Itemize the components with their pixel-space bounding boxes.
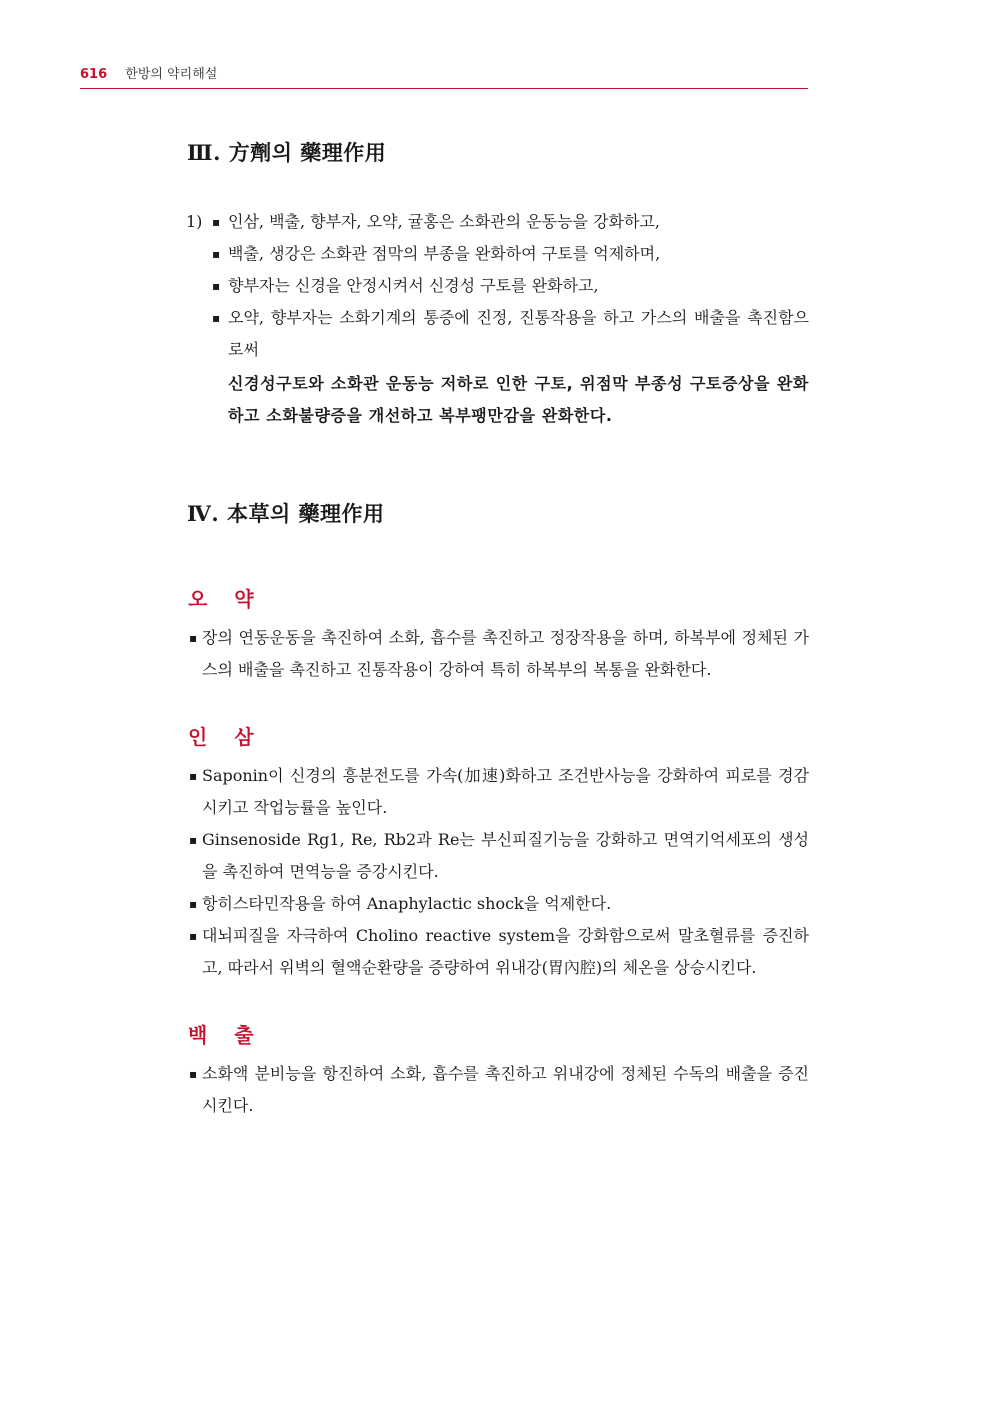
section-3-title: Ⅲ. 方劑의 藥理作用 (187, 140, 387, 165)
page-content (186, 135, 809, 1122)
running-header (80, 64, 808, 89)
herb-list-oyak (186, 622, 809, 686)
list-item: ▪ 향부자는 신경을 안정시켜서 신경성 구토를 완화하고, (186, 270, 809, 302)
herb-title-oyak: 오 약 (188, 587, 264, 611)
list-item: ▪ 대뇌피질을 자극하여 Cholino reactive system을 강화함으로써 말초혈류를 증진하고, 따라서 위벽의 혈액순환량을 증량하여 위내강(胃內腔)의 체온을 상승시킨다. (186, 920, 809, 984)
list-item: ▪ 오약, 향부자는 소화기계의 통증에 진정, 진통작용을 하고 가스의 배출을 촉진함으로써 (186, 302, 809, 366)
section-3-list (186, 206, 809, 432)
list-item: ▪ Ginsenoside Rg1, Re, Rb2과 Re는 부신피질기능을 강화하고 면역기억세포의 생성을 촉진하여 면역능을 증강시킨다. (186, 824, 809, 888)
list-item: ▪ 장의 연동운동을 촉진하여 소화, 흡수를 촉진하고 정장작용을 하며, 하복부에 정체된 가스의 배출을 촉진하고 진통작용이 강하여 특히 하복부의 복통을 완화한다. (186, 622, 809, 686)
herb-list-insam (186, 760, 809, 984)
list-item: ▪ 소화액 분비능을 항진하여 소화, 흡수를 촉진하고 위내강에 정체된 수독의 배출을 증진시킨다. (186, 1058, 809, 1122)
list-item: ▪ 항히스타민작용을 하여 Anaphylactic shock을 억제한다. (186, 888, 809, 920)
list-item: ▪ 인삼, 백출, 향부자, 오약, 귤홍은 소화관의 운동능을 강화하고, (186, 206, 809, 238)
book-title: 한방의 약리해설 (125, 67, 218, 82)
herb-title-baekchul: 백 출 (188, 1023, 264, 1047)
list-number: 1) (186, 212, 203, 231)
section-4-title: Ⅳ. 本草의 藥理作用 (187, 501, 385, 526)
page-number: 616 (80, 67, 108, 82)
list-item: ▪ Saponin이 신경의 흥분전도를 가속(加速)화하고 조건반사능을 강화하여 피로를 경감시키고 작업능률을 높인다. (186, 760, 809, 824)
herb-list-baekchul (186, 1058, 809, 1122)
list-item: ▪ 백출, 생강은 소화관 점막의 부종을 완화하여 구토를 억제하며, (186, 238, 809, 270)
summary-text: 신경성구토와 소화관 운동능 저하로 인한 구토, 위점막 부종성 구토증상을 완화하고 소화불량증을 개선하고 복부팽만감을 완화한다. (228, 374, 809, 425)
herb-title-insam: 인 삼 (188, 725, 264, 749)
